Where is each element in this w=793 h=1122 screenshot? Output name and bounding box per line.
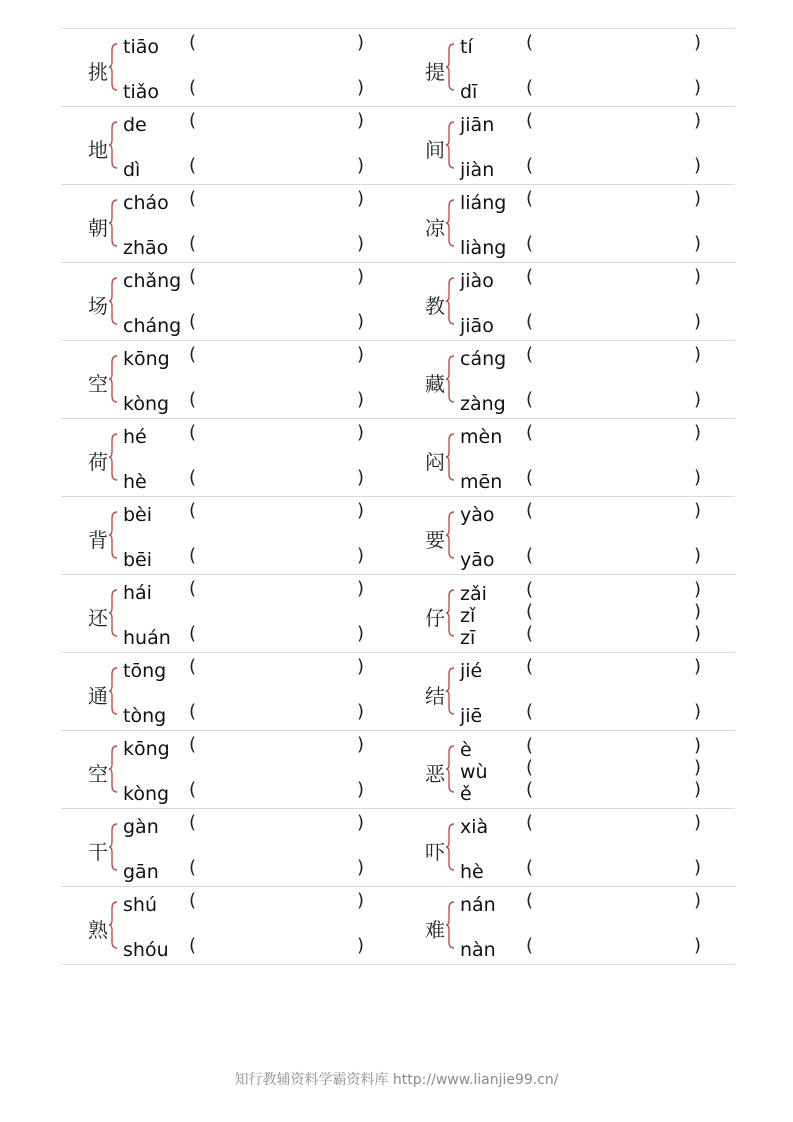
answer-blank-close[interactable]: ) [357, 857, 365, 878]
table-row [61, 887, 735, 965]
hanzi-character: 干 [88, 840, 108, 864]
answer-blank-open[interactable]: ( [526, 467, 534, 488]
polyphone-entry [398, 809, 735, 886]
pinyin-reading: mēn [460, 471, 503, 493]
answer-blank-open[interactable]: ( [526, 311, 534, 332]
pinyin-reading: dì [123, 159, 141, 181]
answer-blank-close[interactable]: ) [357, 812, 365, 833]
pinyin-reading: hé [123, 426, 147, 448]
curly-brace-icon [445, 43, 455, 91]
curly-brace-icon [108, 355, 118, 403]
pinyin-reading: xià [460, 816, 489, 838]
hanzi-character: 仔 [425, 606, 445, 630]
answer-blank-close[interactable]: ) [694, 77, 702, 98]
answer-blank-open[interactable]: ( [526, 545, 534, 566]
table-row [61, 575, 735, 653]
answer-blank-close[interactable]: ) [357, 344, 365, 365]
answer-blank-close[interactable]: ) [357, 890, 365, 911]
table-row [61, 497, 735, 575]
answer-blank-open[interactable]: ( [189, 545, 197, 566]
pinyin-reading: jiāo [460, 315, 494, 337]
pinyin-reading: gàn [123, 816, 159, 838]
answer-blank-close[interactable]: ) [357, 188, 365, 209]
pinyin-reading: gān [123, 861, 159, 883]
answer-blank-close[interactable]: ) [357, 623, 365, 644]
table-row [61, 107, 735, 185]
answer-blank-open[interactable]: ( [526, 656, 534, 677]
answer-blank-open[interactable]: ( [189, 389, 197, 410]
curly-brace-icon [108, 43, 118, 91]
answer-blank-open[interactable]: ( [189, 656, 197, 677]
polyphone-entry [61, 107, 398, 184]
pinyin-reading: kòng [123, 393, 170, 415]
hanzi-character: 地 [88, 138, 108, 162]
curly-brace-icon [445, 433, 455, 481]
hanzi-character: 熟 [88, 918, 108, 942]
polyphone-entry [398, 575, 735, 652]
curly-brace-icon [108, 277, 118, 325]
answer-blank-open[interactable]: ( [526, 110, 534, 131]
pinyin-reading: ě [460, 783, 472, 805]
answer-blank-open[interactable]: ( [526, 701, 534, 722]
answer-blank-open[interactable]: ( [189, 422, 197, 443]
curly-brace-icon [108, 433, 118, 481]
answer-blank-close[interactable]: ) [357, 233, 365, 254]
curly-brace-icon [445, 667, 455, 715]
answer-blank-open[interactable]: ( [526, 812, 534, 833]
answer-blank-close[interactable]: ) [694, 389, 702, 410]
answer-blank-open[interactable]: ( [526, 623, 534, 644]
hanzi-character: 场 [88, 294, 108, 318]
pinyin-reading: tí [460, 36, 473, 58]
pinyin-reading: zhāo [123, 237, 169, 259]
pinyin-reading: chǎng [123, 270, 182, 292]
polyphone-entry [398, 419, 735, 496]
answer-blank-open[interactable]: ( [526, 601, 534, 622]
pinyin-reading: jié [460, 660, 483, 682]
pinyin-reading: cháo [123, 192, 169, 214]
answer-blank-close[interactable]: ) [694, 188, 702, 209]
curly-brace-icon [108, 121, 118, 169]
answer-blank-close[interactable]: ) [694, 500, 702, 521]
answer-blank-close[interactable]: ) [357, 311, 365, 332]
answer-blank-open[interactable]: ( [526, 32, 534, 53]
polyphone-entry [61, 497, 398, 574]
answer-blank-open[interactable]: ( [189, 623, 197, 644]
answer-blank-open[interactable]: ( [189, 311, 197, 332]
curly-brace-icon [108, 511, 118, 559]
hanzi-character: 挑 [88, 60, 108, 84]
curly-brace-icon [445, 901, 455, 949]
pinyin-reading: de [123, 114, 147, 136]
answer-blank-open[interactable]: ( [189, 935, 197, 956]
curly-brace-icon [445, 745, 455, 793]
curly-brace-icon [445, 355, 455, 403]
answer-blank-close[interactable]: ) [694, 344, 702, 365]
answer-blank-close[interactable]: ) [357, 500, 365, 521]
polyphone-entry [398, 497, 735, 574]
answer-blank-open[interactable]: ( [189, 890, 197, 911]
pinyin-reading: tòng [123, 705, 167, 727]
pinyin-reading: liàng [460, 237, 507, 259]
hanzi-character: 朝 [88, 216, 108, 240]
answer-blank-open[interactable]: ( [189, 500, 197, 521]
pinyin-reading: mèn [460, 426, 503, 448]
answer-blank-close[interactable]: ) [694, 779, 702, 800]
answer-blank-close[interactable]: ) [694, 656, 702, 677]
answer-blank-close[interactable]: ) [694, 735, 702, 756]
pinyin-reading: hái [123, 582, 152, 604]
curly-brace-icon [445, 199, 455, 247]
pinyin-reading: shú [123, 894, 157, 916]
curly-brace-icon [445, 277, 455, 325]
pinyin-reading: zǎi [460, 583, 487, 605]
polyphone-entry [61, 419, 398, 496]
polyphone-entry [61, 887, 398, 964]
polyphone-entry [61, 575, 398, 652]
answer-blank-close[interactable]: ) [357, 734, 365, 755]
answer-blank-close[interactable]: ) [694, 110, 702, 131]
answer-blank-close[interactable]: ) [357, 32, 365, 53]
polyphone-entry [398, 341, 735, 418]
pinyin-reading: yào [460, 504, 495, 526]
polyphone-table [61, 28, 735, 965]
pinyin-reading: jiàn [460, 159, 495, 181]
answer-blank-open[interactable]: ( [526, 779, 534, 800]
table-row [61, 263, 735, 341]
table-row [61, 29, 735, 107]
pinyin-reading: dī [460, 81, 478, 103]
answer-blank-close[interactable]: ) [694, 579, 702, 600]
curly-brace-icon [108, 199, 118, 247]
polyphone-entry [61, 341, 398, 418]
answer-blank-close[interactable]: ) [357, 422, 365, 443]
pinyin-reading: jiē [460, 705, 483, 727]
hanzi-character: 结 [425, 684, 445, 708]
hanzi-character: 闷 [425, 450, 445, 474]
answer-blank-close[interactable]: ) [694, 266, 702, 287]
pinyin-reading: zǐ [460, 605, 476, 627]
hanzi-character: 通 [88, 684, 108, 708]
polyphone-entry [398, 107, 735, 184]
hanzi-character: 藏 [425, 372, 445, 396]
answer-blank-close[interactable]: ) [694, 757, 702, 778]
answer-blank-open[interactable]: ( [526, 500, 534, 521]
answer-blank-open[interactable]: ( [189, 779, 197, 800]
hanzi-character: 教 [425, 294, 445, 318]
answer-blank-open[interactable]: ( [526, 757, 534, 778]
answer-blank-open[interactable]: ( [526, 233, 534, 254]
polyphone-entry [61, 653, 398, 730]
hanzi-character: 还 [88, 606, 108, 630]
answer-blank-open[interactable]: ( [189, 812, 197, 833]
pinyin-reading: hè [460, 861, 484, 883]
hanzi-character: 空 [88, 372, 108, 396]
pinyin-reading: jiān [460, 114, 495, 136]
polyphone-entry [61, 185, 398, 262]
polyphone-entry [398, 29, 735, 106]
answer-blank-open[interactable]: ( [189, 578, 197, 599]
answer-blank-close[interactable]: ) [694, 545, 702, 566]
hanzi-character: 凉 [425, 216, 445, 240]
hanzi-character: 空 [88, 762, 108, 786]
pinyin-reading: wù [460, 761, 488, 783]
answer-blank-close[interactable]: ) [357, 701, 365, 722]
answer-blank-open[interactable]: ( [189, 734, 197, 755]
hanzi-character: 难 [425, 918, 445, 942]
pinyin-reading: huán [123, 627, 171, 649]
pinyin-reading: hè [123, 471, 147, 493]
answer-blank-open[interactable]: ( [526, 77, 534, 98]
pinyin-reading: tōng [123, 660, 167, 682]
pinyin-reading: jiào [460, 270, 494, 292]
curly-brace-icon [108, 823, 118, 871]
answer-blank-open[interactable]: ( [189, 233, 197, 254]
curly-brace-icon [108, 667, 118, 715]
polyphone-entry [61, 731, 398, 808]
curly-brace-icon [445, 511, 455, 559]
answer-blank-close[interactable]: ) [694, 623, 702, 644]
answer-blank-close[interactable]: ) [357, 467, 365, 488]
answer-blank-open[interactable]: ( [526, 188, 534, 209]
answer-blank-open[interactable]: ( [189, 110, 197, 131]
answer-blank-close[interactable]: ) [357, 545, 365, 566]
pinyin-reading: bēi [123, 549, 153, 571]
hanzi-character: 要 [425, 528, 445, 552]
pinyin-reading: bèi [123, 504, 153, 526]
answer-blank-close[interactable]: ) [357, 389, 365, 410]
polyphone-entry [61, 29, 398, 106]
pinyin-reading: kōng [123, 348, 170, 370]
polyphone-entry [61, 263, 398, 340]
answer-blank-open[interactable]: ( [526, 857, 534, 878]
table-row [61, 185, 735, 263]
answer-blank-close[interactable]: ) [357, 155, 365, 176]
pinyin-reading: kòng [123, 783, 170, 805]
answer-blank-close[interactable]: ) [694, 701, 702, 722]
pinyin-reading: shóu [123, 939, 169, 961]
answer-blank-close[interactable]: ) [694, 935, 702, 956]
answer-blank-close[interactable]: ) [694, 812, 702, 833]
table-row [61, 731, 735, 809]
table-row [61, 653, 735, 731]
answer-blank-open[interactable]: ( [189, 32, 197, 53]
curly-brace-icon [445, 589, 455, 637]
answer-blank-open[interactable]: ( [526, 266, 534, 287]
answer-blank-close[interactable]: ) [357, 578, 365, 599]
answer-blank-open[interactable]: ( [526, 422, 534, 443]
polyphone-entry [398, 263, 735, 340]
pinyin-reading: è [460, 739, 472, 761]
polyphone-entry [398, 731, 735, 808]
curly-brace-icon [108, 745, 118, 793]
pinyin-reading: cáng [460, 348, 507, 370]
pinyin-reading: nàn [460, 939, 496, 961]
answer-blank-open[interactable]: ( [526, 155, 534, 176]
answer-blank-close[interactable]: ) [694, 311, 702, 332]
pinyin-reading: zī [460, 627, 476, 649]
answer-blank-open[interactable]: ( [526, 735, 534, 756]
answer-blank-open[interactable]: ( [526, 344, 534, 365]
polyphone-entry [398, 887, 735, 964]
answer-blank-open[interactable]: ( [189, 467, 197, 488]
answer-blank-open[interactable]: ( [189, 344, 197, 365]
pinyin-reading: zàng [460, 393, 506, 415]
curly-brace-icon [445, 121, 455, 169]
hanzi-character: 背 [88, 528, 108, 552]
answer-blank-close[interactable]: ) [694, 422, 702, 443]
answer-blank-open[interactable]: ( [526, 579, 534, 600]
footer-watermark: 知行教辅资料学霸资料库 http://www.lianjie99.cn/ [234, 1072, 559, 1088]
polyphone-entry [398, 185, 735, 262]
pinyin-reading: nán [460, 894, 496, 916]
polyphone-entry [61, 809, 398, 886]
polyphone-entry [398, 653, 735, 730]
answer-blank-close[interactable]: ) [357, 935, 365, 956]
answer-blank-close[interactable]: ) [694, 467, 702, 488]
answer-blank-close[interactable]: ) [694, 601, 702, 622]
answer-blank-open[interactable]: ( [189, 857, 197, 878]
answer-blank-close[interactable]: ) [357, 77, 365, 98]
answer-blank-close[interactable]: ) [694, 233, 702, 254]
answer-blank-close[interactable]: ) [357, 266, 365, 287]
answer-blank-open[interactable]: ( [189, 77, 197, 98]
curly-brace-icon [108, 589, 118, 637]
answer-blank-close[interactable]: ) [694, 890, 702, 911]
hanzi-character: 间 [425, 138, 445, 162]
answer-blank-close[interactable]: ) [694, 857, 702, 878]
pinyin-reading: tiāo [123, 36, 159, 58]
answer-blank-open[interactable]: ( [189, 701, 197, 722]
answer-blank-close[interactable]: ) [694, 155, 702, 176]
answer-blank-close[interactable]: ) [694, 32, 702, 53]
answer-blank-open[interactable]: ( [189, 266, 197, 287]
hanzi-character: 提 [425, 60, 445, 84]
answer-blank-close[interactable]: ) [357, 779, 365, 800]
pinyin-reading: kōng [123, 738, 170, 760]
table-row [61, 419, 735, 497]
hanzi-character: 荷 [88, 450, 108, 474]
pinyin-reading: liáng [460, 192, 507, 214]
answer-blank-open[interactable]: ( [526, 890, 534, 911]
answer-blank-close[interactable]: ) [357, 656, 365, 677]
table-row [61, 341, 735, 419]
answer-blank-open[interactable]: ( [526, 389, 534, 410]
pinyin-reading: yāo [460, 549, 495, 571]
answer-blank-open[interactable]: ( [189, 188, 197, 209]
answer-blank-close[interactable]: ) [357, 110, 365, 131]
pinyin-reading: tiǎo [123, 81, 159, 103]
curly-brace-icon [445, 823, 455, 871]
answer-blank-open[interactable]: ( [526, 935, 534, 956]
table-row [61, 809, 735, 887]
answer-blank-open[interactable]: ( [189, 155, 197, 176]
curly-brace-icon [108, 901, 118, 949]
hanzi-character: 吓 [425, 840, 445, 864]
pinyin-reading: cháng [123, 315, 182, 337]
hanzi-character: 恶 [425, 762, 445, 786]
